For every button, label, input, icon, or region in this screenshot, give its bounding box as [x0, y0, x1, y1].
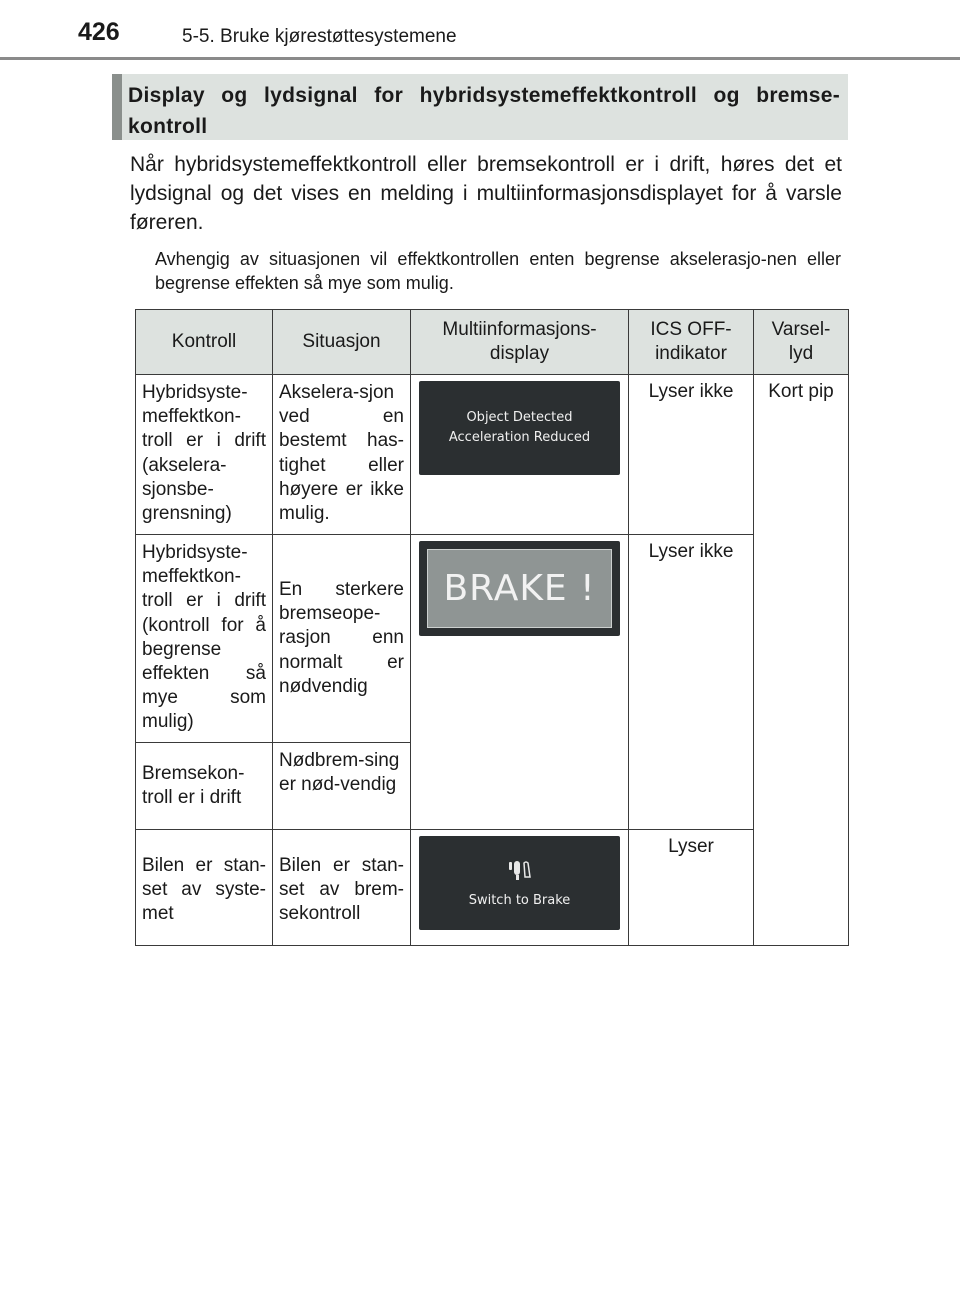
cell-ics: Lyser: [629, 830, 754, 946]
header-ics: ICS OFF-indikator: [629, 310, 754, 375]
page-number: 426: [78, 18, 120, 46]
display-line: Acceleration Reduced: [448, 430, 591, 445]
brake-warning-box: [427, 549, 612, 628]
header-situasjon: Situasjon: [273, 310, 411, 375]
table-row: [136, 830, 849, 946]
section-heading-bar: [112, 74, 122, 140]
cell-situasjon: Nødbrem-sing er nød-vendig: [273, 743, 411, 830]
cell-display: [411, 830, 629, 946]
brake-text: BRAKE !: [443, 568, 596, 609]
header-divider: [0, 57, 960, 60]
foot-pedal-icon: [507, 859, 533, 885]
table-header-row: [136, 310, 849, 375]
table-row: [136, 535, 849, 743]
intro-paragraph: Når hybridsystemeffektkontroll eller bremsekontroll er i drift, høres det et lydsignal og det vises en melding i multiinformasjonsdisplayet for å varsle føreren.: [130, 153, 842, 234]
cell-kontroll: Bremsekon-troll er i drift: [136, 743, 273, 830]
cell-varsellyd: Kort pip: [754, 375, 849, 946]
cell-kontroll: Bilen er stan-set av syste-met: [136, 830, 273, 946]
header-display: Multiinformasjons-display: [411, 310, 629, 375]
control-table: [135, 309, 849, 946]
cell-ics: Lyser ikke: [629, 535, 754, 830]
display-line: Object Detected: [466, 410, 573, 425]
cell-kontroll: Hybridsyste-meffektkon-troll er i drift (kontroll for å begrense effekten så mye som mulig): [136, 535, 273, 743]
table-row: [136, 375, 849, 535]
cell-display: [411, 535, 629, 830]
cell-situasjon: Akselera-sjon ved en bestemt has-tighet eller høyere er ikke mulig.: [273, 375, 411, 535]
header-kontroll: Kontroll: [136, 310, 273, 375]
chapter-title: 5-5. Bruke kjørestøttesystemene: [182, 26, 457, 47]
cell-situasjon: Bilen er stan-set av brem-sekontroll: [273, 830, 411, 946]
display-brake: [419, 541, 620, 636]
display-object-detected: [419, 381, 620, 475]
display-switch-to-brake: [419, 836, 620, 930]
section-title: Display og lydsignal for hybridsystemeffektkontroll og bremse-kontroll: [128, 84, 840, 138]
cell-display: [411, 375, 629, 535]
page-header: [0, 0, 960, 60]
header-varsellyd: Varsel-lyd: [754, 310, 849, 375]
cell-ics: Lyser ikke: [629, 375, 754, 535]
display-line: Switch to Brake: [468, 892, 571, 908]
note-paragraph: Avhengig av situasjonen vil effektkontrollen enten begrense akselerasjo-nen eller begrense effekten så mye som mulig.: [155, 249, 841, 293]
cell-situasjon: En sterkere bremseope-rasjon enn normalt er nødvendig: [273, 535, 411, 743]
cell-kontroll: Hybridsyste-meffektkon-troll er i drift (akselera-sjonsbe-grensning): [136, 375, 273, 535]
